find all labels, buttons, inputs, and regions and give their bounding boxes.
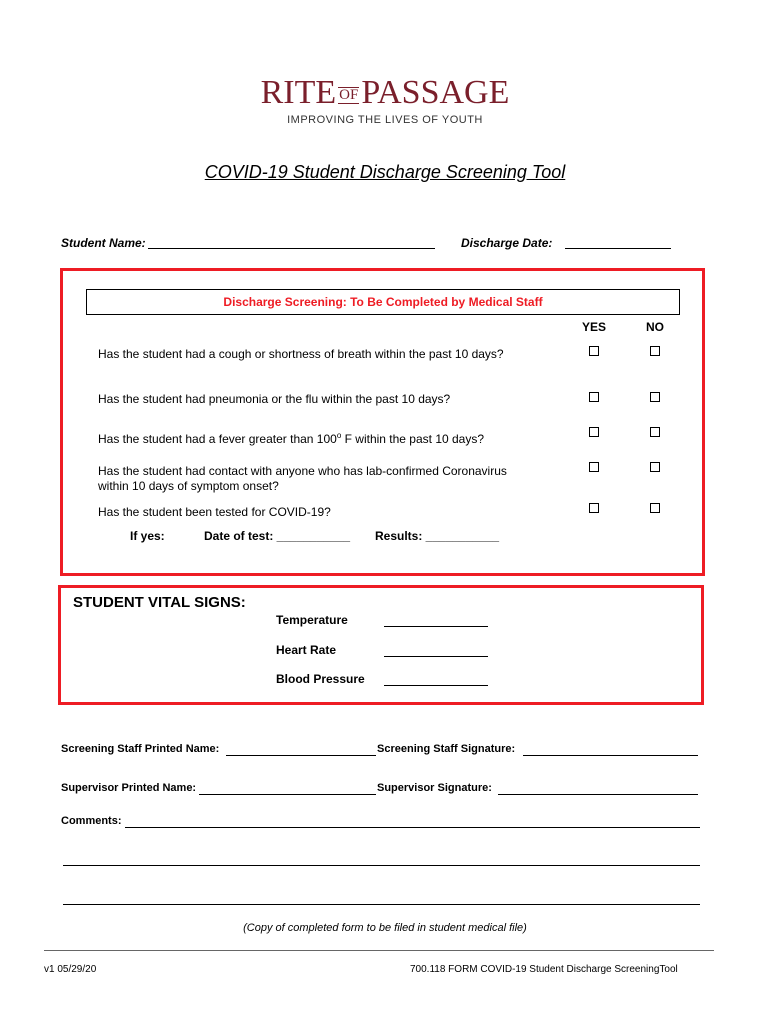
question-5-yes-checkbox[interactable] <box>589 503 599 513</box>
supervisor-printed-label: Supervisor Printed Name: <box>61 782 197 794</box>
question-1-no-checkbox[interactable] <box>650 346 660 356</box>
footer-divider <box>44 950 714 951</box>
comments-label: Comments: <box>61 815 122 827</box>
supervisor-signature-field[interactable] <box>498 794 698 795</box>
degree-superscript: o <box>336 431 342 440</box>
question-3-yes-checkbox[interactable] <box>589 427 599 437</box>
if-yes-label: If yes: <box>130 529 165 543</box>
question-1: Has the student had a cough or shortness of breath within the past 10 days? <box>98 347 504 361</box>
discharge-date-label: Discharge Date: <box>461 236 553 250</box>
blood-pressure-field[interactable] <box>384 685 488 686</box>
yes-column-header: YES <box>582 320 607 334</box>
screening-heading: Discharge Screening: To Be Completed by Medical Staff <box>86 289 680 315</box>
screening-staff-signature-label: Screening Staff Signature: <box>377 743 516 755</box>
form-id-label: 700.118 FORM COVID-19 Student Discharge ScreeningTool <box>410 964 678 975</box>
question-3 <box>98 428 484 447</box>
comments-field-line-3[interactable] <box>63 904 700 905</box>
question-3-no-checkbox[interactable] <box>650 427 660 437</box>
question-4-line-1: Has the student had contact with anyone who has lab-confirmed Coronavirus <box>98 464 507 478</box>
logo-tagline: IMPROVING THE LIVES OF YOUTH <box>287 114 483 126</box>
filing-note: (Copy of completed form to be filed in student medical file) <box>243 922 527 934</box>
logo-word-passage: PASSAGE <box>361 74 510 111</box>
question-4 <box>98 464 507 494</box>
logo-word-rite: RITE <box>260 74 337 111</box>
page-title: COVID-19 Student Discharge Screening Tool <box>204 162 566 182</box>
question-3-text-before: Has the student had a fever greater than 100 <box>98 432 337 446</box>
temperature-field[interactable] <box>384 626 488 627</box>
comments-field-line-2[interactable] <box>63 865 700 866</box>
question-4-yes-checkbox[interactable] <box>589 462 599 472</box>
question-1-yes-checkbox[interactable] <box>589 346 599 356</box>
temperature-label: Temperature <box>276 613 348 627</box>
student-name-label: Student Name: <box>61 236 146 250</box>
no-column-header: NO <box>646 320 664 334</box>
question-2: Has the student had pneumonia or the flu within the past 10 days? <box>98 392 451 406</box>
question-5-no-checkbox[interactable] <box>650 503 660 513</box>
screening-staff-printed-field[interactable] <box>226 755 376 756</box>
question-4-line-2: within 10 days of symptom onset? <box>98 479 279 493</box>
question-4-no-checkbox[interactable] <box>650 462 660 472</box>
comments-field-line-1[interactable] <box>125 827 700 828</box>
supervisor-signature-label: Supervisor Signature: <box>377 782 492 794</box>
student-name-field[interactable] <box>148 248 435 249</box>
results-field[interactable]: Results: ___________ <box>375 529 500 543</box>
heart-rate-label: Heart Rate <box>276 643 337 657</box>
question-2-yes-checkbox[interactable] <box>589 392 599 402</box>
screening-staff-printed-label: Screening Staff Printed Name: <box>61 743 220 755</box>
version-label: v1 05/29/20 <box>44 964 97 975</box>
discharge-date-field[interactable] <box>565 248 671 249</box>
heart-rate-field[interactable] <box>384 656 488 657</box>
supervisor-printed-field[interactable] <box>199 794 376 795</box>
question-2-no-checkbox[interactable] <box>650 392 660 402</box>
logo-word-of: OF <box>339 87 359 103</box>
screening-staff-signature-field[interactable] <box>523 755 698 756</box>
logo-wordmark <box>0 74 770 112</box>
blood-pressure-label: Blood Pressure <box>276 672 365 686</box>
question-3-text-after: F within the past 10 days? <box>341 432 485 446</box>
question-5: Has the student been tested for COVID-19? <box>98 505 331 519</box>
vital-signs-heading: STUDENT VITAL SIGNS: <box>73 594 246 611</box>
date-of-test-field[interactable]: Date of test: ___________ <box>204 529 351 543</box>
